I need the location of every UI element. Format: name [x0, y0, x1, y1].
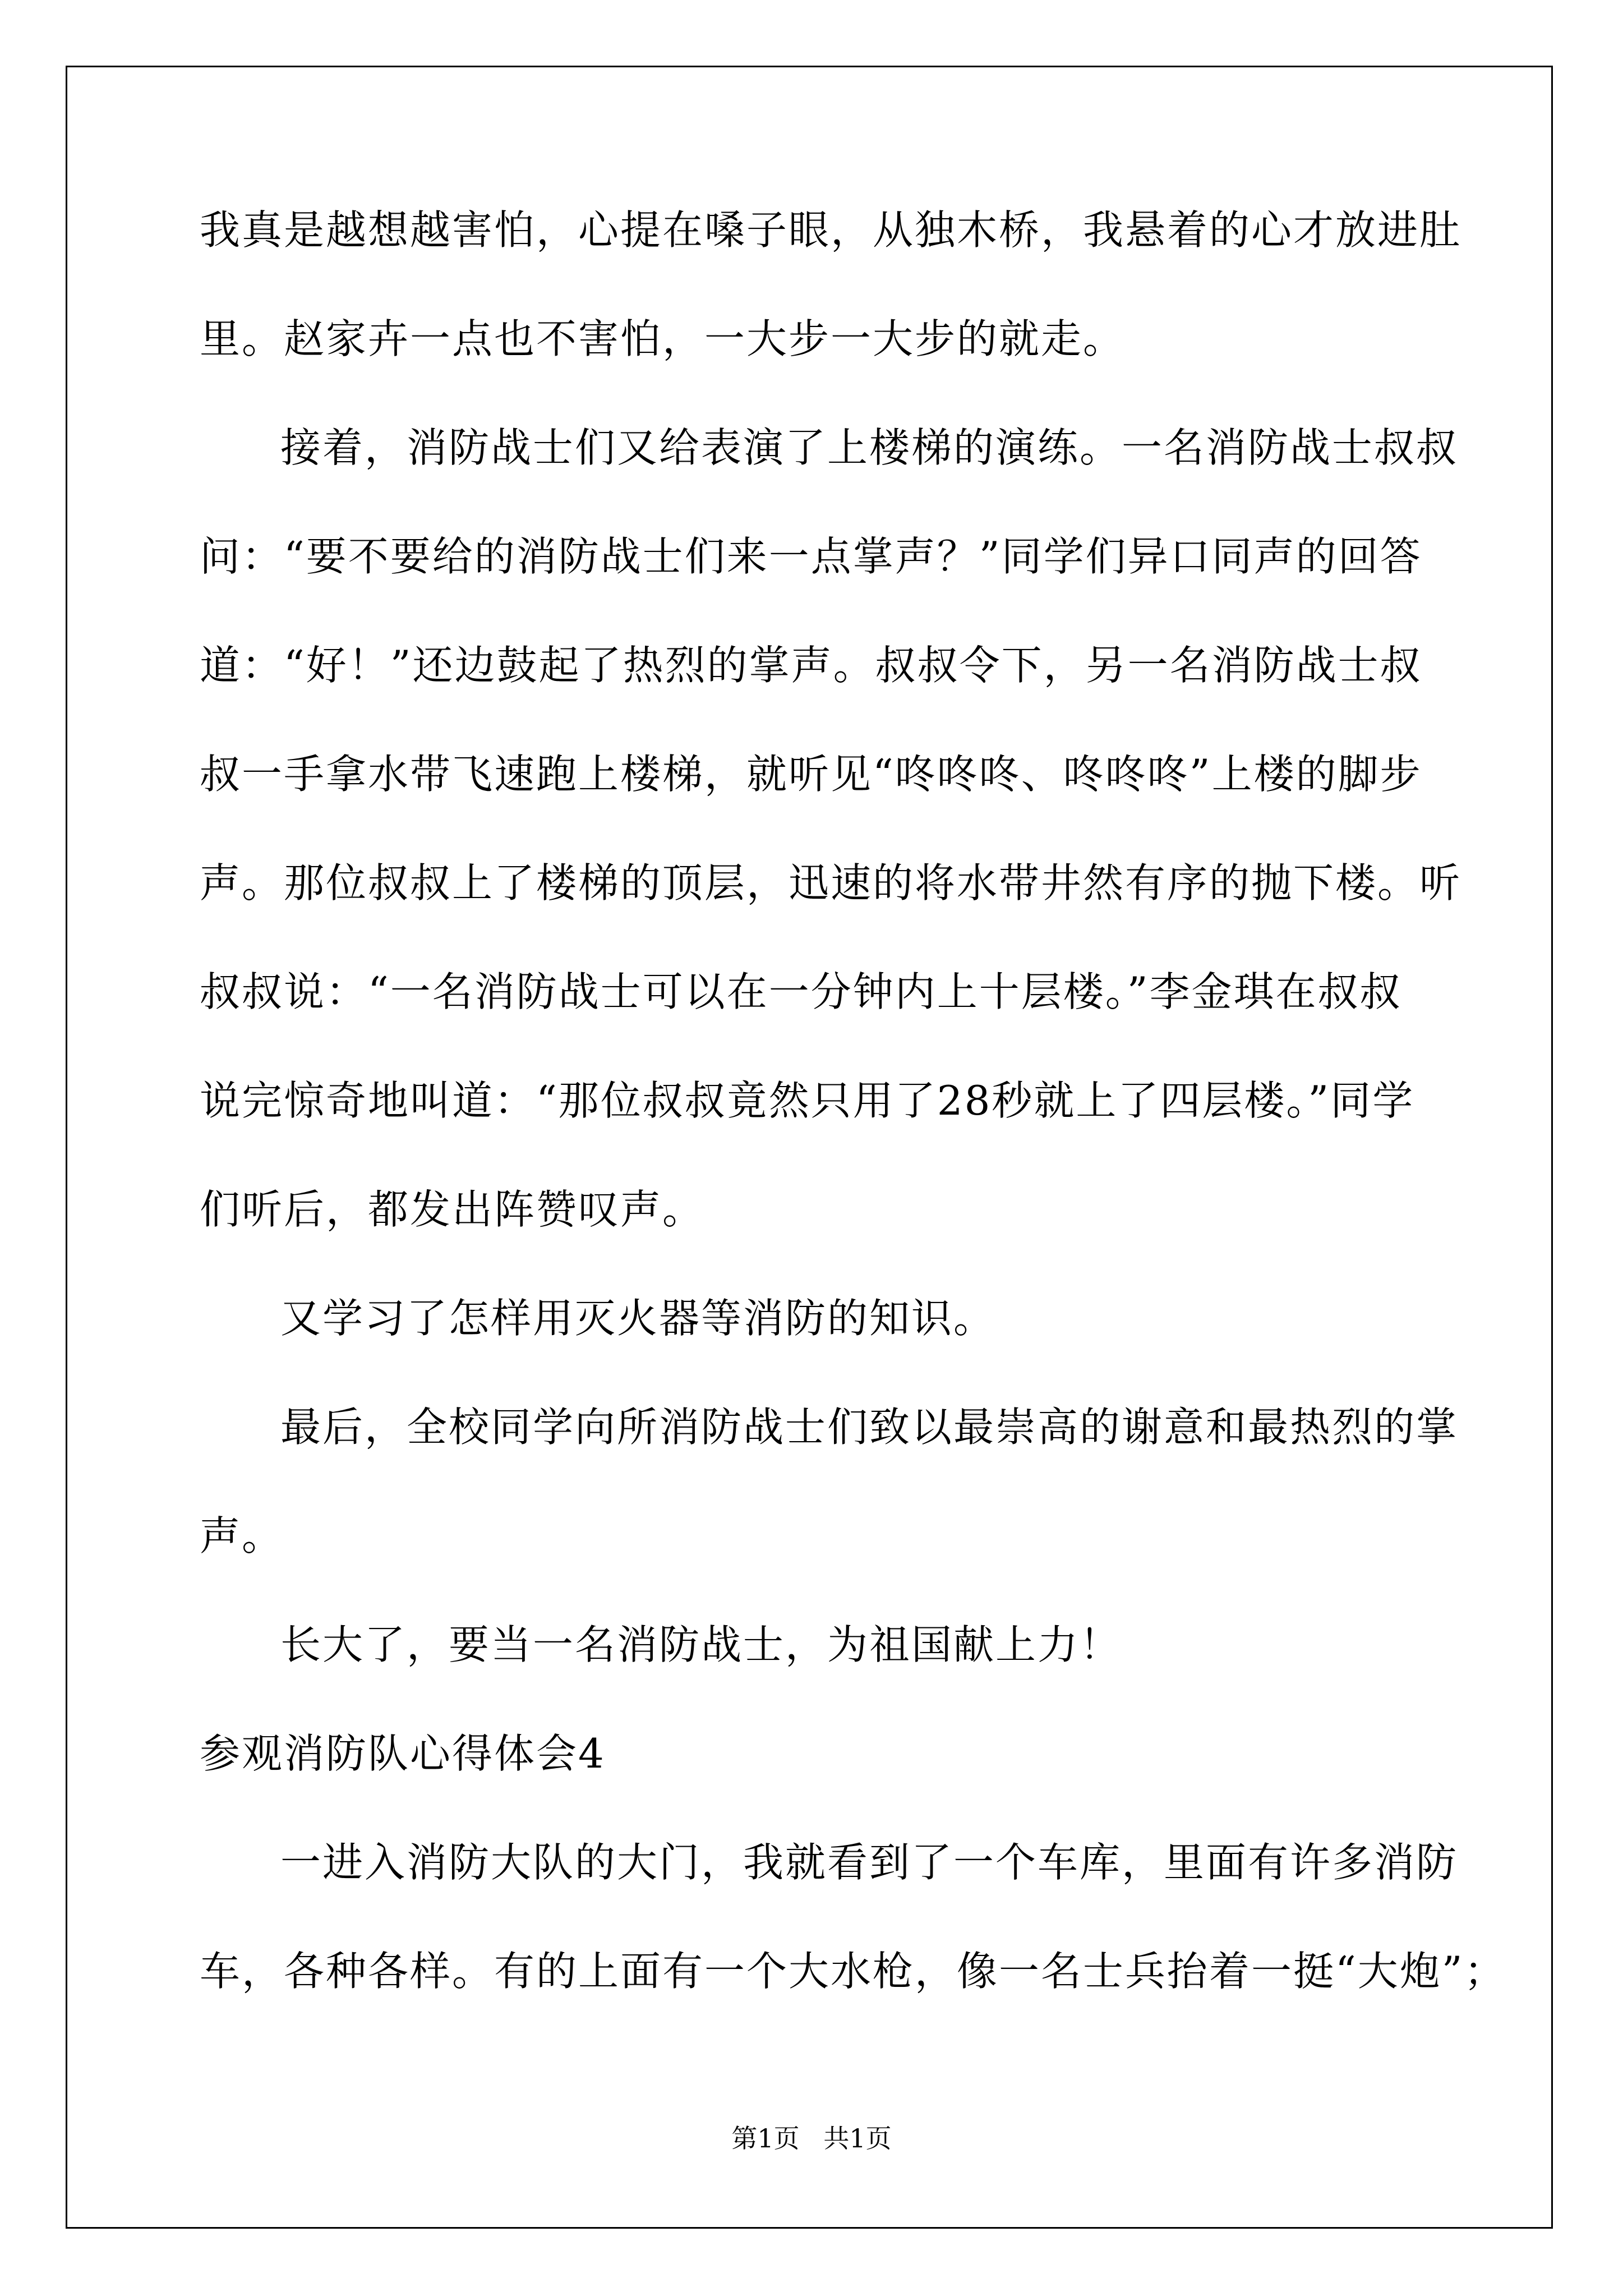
- paragraph-line: 接着，消防战士们又给表演了上楼梯的演练。一名消防战士叔叔: [280, 424, 1459, 471]
- paragraph-line: 们听后，都发出阵赞叹声。: [200, 1186, 705, 1233]
- paragraph-line: 长大了，要当一名消防战士，为祖国献上力！: [280, 1621, 1122, 1668]
- paragraph-line: 车，各种各样。有的上面有一个大水枪，像一名士兵抬着一挺“大炮”；: [200, 1948, 1506, 1995]
- paragraph-line: 一进入消防大队的大门，我就看到了一个车库，里面有许多消防: [280, 1839, 1459, 1886]
- page-border: [66, 66, 1553, 2229]
- paragraph-line: 声。: [200, 1512, 284, 1559]
- paragraph-line: 道：“好！”还边鼓起了热烈的掌声。叔叔令下，另一名消防战士叔: [200, 642, 1422, 689]
- page-count: 共1页: [823, 2123, 892, 2154]
- paragraph-line: 里。赵家卉一点也不害怕，一大步一大步的就走。: [200, 315, 1126, 362]
- page-footer: [0, 2122, 1623, 2155]
- paragraph-line: 又学习了怎样用灭火器等消防的知识。: [280, 1295, 996, 1342]
- paragraph-line: 最后，全校同学向所消防战士们致以最崇高的谢意和最热烈的掌: [280, 1404, 1459, 1451]
- paragraph-line: 声。那位叔叔上了楼梯的顶层，迅速的将水带井然有序的抛下楼。听: [200, 859, 1462, 907]
- page-number: 第1页: [731, 2123, 800, 2154]
- paragraph-line: 叔叔说：“一名消防战士可以在一分钟内上十层楼。”李金琪在叔叔: [200, 968, 1402, 1015]
- paragraph-line: 叔一手拿水带飞速跑上楼梯，就听见“咚咚咚、咚咚咚”上楼的脚步: [200, 751, 1422, 798]
- paragraph-line: 说完惊奇地叫道：“那位叔叔竟然只用了28秒就上了四层楼。”同学: [200, 1077, 1415, 1124]
- paragraph-line: 问：“要不要给的消防战士们来一点掌声？”同学们异口同声的回答: [200, 533, 1422, 580]
- paragraph-line: 我真是越想越害怕，心提在嗓子眼，从独木桥，我悬着的心才放进肚: [200, 206, 1462, 254]
- section-heading: 参观消防队心得体会4: [200, 1730, 606, 1777]
